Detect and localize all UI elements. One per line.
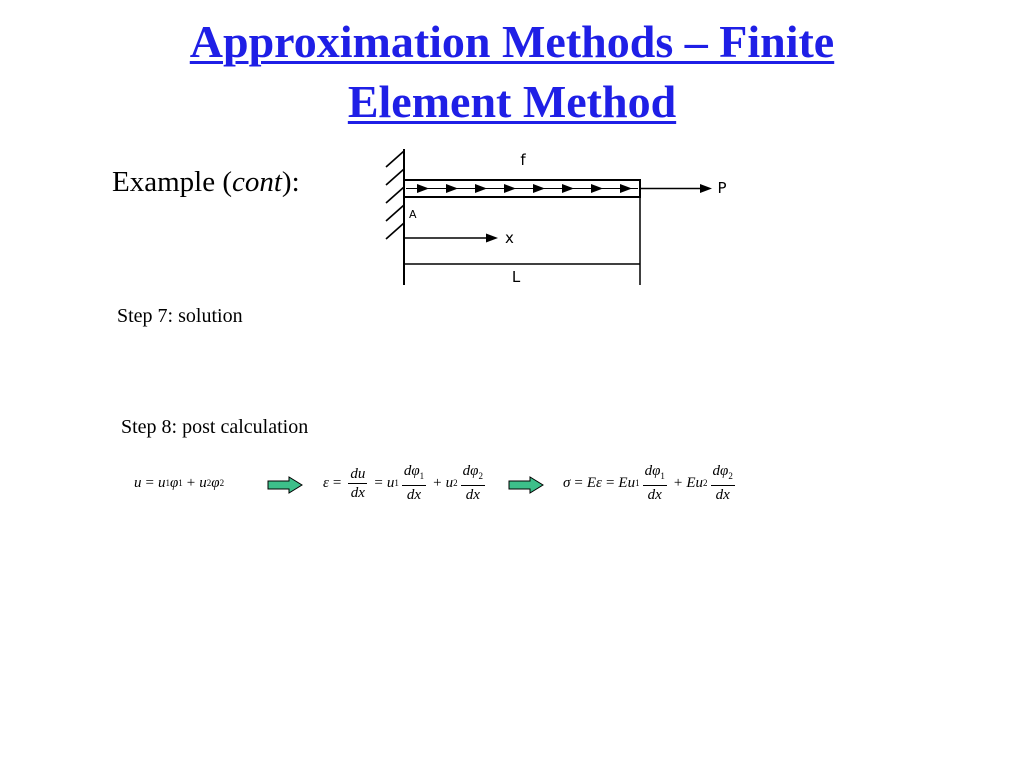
label-x: x (505, 229, 514, 247)
eq1-phi1: φ (169, 474, 179, 491)
bar-diagram-svg (382, 145, 734, 288)
eq1-u1-sub: 1 (165, 478, 170, 488)
example-prefix: Example ( (112, 166, 232, 198)
example-italic: cont (231, 166, 282, 198)
eq3-frac2-num-sub: 2 (728, 471, 733, 481)
eq1-plus: + (186, 474, 196, 491)
equation-displacement (134, 458, 224, 508)
implies-arrow-2-icon (508, 476, 544, 494)
example-label (112, 166, 300, 199)
eq2-frac1-num: du (350, 465, 366, 482)
eq2-frac3-num-sub: 2 (478, 471, 483, 481)
eq2-equals-1: = (332, 474, 342, 491)
example-suffix: ): (281, 166, 300, 198)
eq2-frac1-den: dx (350, 484, 365, 501)
eq2-u2: u (445, 474, 454, 491)
title-line-2: Element Method (347, 76, 677, 127)
eq2-u2-sub: 2 (453, 478, 458, 488)
eq3-equals-2: = (605, 474, 615, 491)
eq1-phi2-sub: 2 (219, 478, 225, 488)
eq3-e-epsilon: Eε (586, 474, 602, 491)
eq3-frac-dphi2-dx (711, 463, 735, 503)
label-f: f (520, 151, 526, 169)
implies-arrow-1-icon (267, 476, 303, 494)
label-l: L (511, 268, 521, 286)
eq1-u2-sub: 2 (206, 478, 212, 488)
eq3-frac1-num-sub: 1 (660, 471, 665, 481)
eq1-u1: u (157, 474, 166, 491)
eq2-plus: + (433, 474, 442, 491)
label-a: A (409, 208, 417, 221)
eq1-phi2: φ (211, 474, 220, 491)
eq3-frac1-num: dφ (644, 463, 661, 479)
eq1-lhs: u (134, 474, 142, 491)
eq1-equals: = (145, 474, 154, 491)
eq2-u1: u (386, 474, 395, 491)
step-8-label: Step 8: post calculation (121, 416, 309, 438)
eq2-frac2-den: dx (406, 487, 422, 503)
title-line-1: Approximation Methods – Finite (189, 16, 835, 67)
eq1-u2: u (199, 474, 207, 491)
eq3-eu2: Eu (686, 474, 704, 491)
eq2-frac-du-dx (348, 466, 367, 501)
eq2-frac-dphi2-dx (461, 463, 485, 503)
eq2-lhs: ε (323, 474, 329, 491)
step-7-label: Step 7: solution (117, 305, 243, 327)
eq2-u1-sub: 1 (394, 478, 399, 488)
eq3-frac2-num: dφ (712, 463, 729, 479)
eq3-plus: + (673, 474, 683, 491)
bar-diagram (382, 145, 734, 288)
wall-hatching (386, 151, 404, 239)
eq1-phi1-sub: 1 (178, 478, 183, 488)
x-axis-arrowhead (486, 234, 498, 243)
eq3-eu1: Eu (618, 474, 636, 491)
eq3-frac1-den: dx (647, 487, 662, 503)
slide-title (0, 12, 1024, 132)
eq2-frac3-den: dx (465, 487, 480, 503)
eq3-lhs: σ (563, 474, 571, 491)
eq2-frac2-num: dφ (403, 463, 420, 479)
equation-strain (323, 458, 488, 508)
eq2-frac3-num: dφ (462, 463, 479, 479)
eq3-eu2-sub: 2 (703, 478, 708, 488)
equation-stress (563, 458, 738, 508)
eq3-equals-1: = (574, 474, 583, 491)
label-p: P (717, 179, 727, 197)
load-p-arrowhead (700, 184, 712, 193)
eq3-frac-dphi1-dx (643, 463, 667, 503)
eq2-frac2-num-sub: 1 (419, 471, 425, 481)
eq2-frac-dphi1-dx (402, 463, 426, 503)
eq2-equals-2: = (374, 474, 383, 491)
eq3-frac2-den: dx (715, 487, 730, 503)
eq3-eu1-sub: 1 (635, 478, 640, 488)
